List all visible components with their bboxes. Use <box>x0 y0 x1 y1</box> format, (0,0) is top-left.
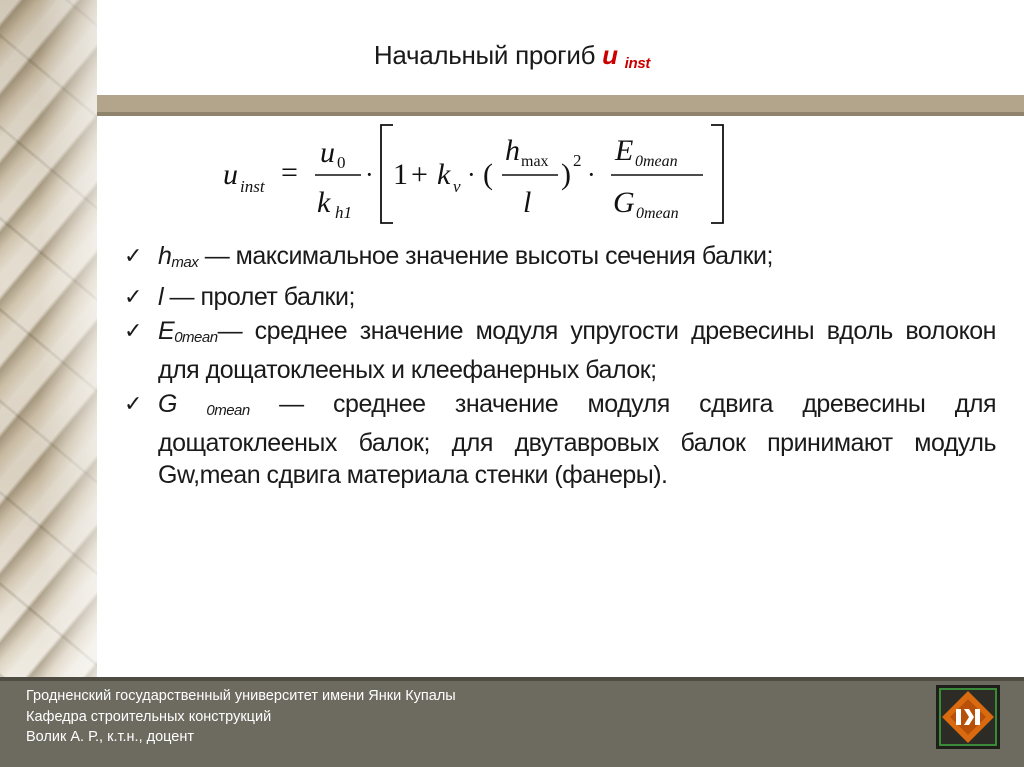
list-item-symbol: l <box>158 283 164 311</box>
checkmark-icon: ✓ <box>124 391 142 416</box>
frac2-denominator: l <box>523 186 532 219</box>
slide-title <box>0 40 1024 72</box>
footer-department: Кафедра строительных конструкций <box>26 708 272 725</box>
formula-kv: k <box>437 158 451 191</box>
frac2-numerator-sub: max <box>521 153 549 170</box>
title-symbol-letter: u <box>602 40 618 70</box>
frac3-denominator-sub: 0mean <box>636 205 679 222</box>
list-item-symbol-sub: max <box>171 254 199 271</box>
formula-plus: + <box>411 158 428 191</box>
title-symbol-sub: inst <box>624 55 651 72</box>
deflection-formula <box>215 120 745 230</box>
formula-kv-sub: v <box>453 177 461 196</box>
list-item <box>120 315 996 386</box>
footer-info <box>26 686 456 748</box>
list-item-text: — среднее значение модуля сдвига древесины для дощатоклееных балок; для двутавровых балок принимают модуль Gw,mean сдвига материала стенки (фанеры). <box>158 390 996 489</box>
decorative-side-fade <box>40 0 97 677</box>
header-band-line <box>97 112 1024 116</box>
list-item-text: — максимальное значение высоты сечения балки; <box>198 242 773 270</box>
checkmark-icon: ✓ <box>124 243 142 268</box>
footer-author: Волик А. Р., к.т.н., доцент <box>26 729 195 745</box>
header-band <box>97 95 1024 112</box>
list-item-text: — среднее значение модуля упругости древесины вдоль волокон для дощатоклееных и клеефанерных балок; <box>158 317 996 384</box>
formula-square: 2 <box>573 151 582 170</box>
list-item-text: — пролет балки; <box>163 283 355 311</box>
frac3-denominator: G <box>613 186 635 219</box>
checkmark-icon: ✓ <box>124 318 142 343</box>
list-item <box>120 388 996 491</box>
formula-equals: = <box>281 156 298 189</box>
formula-one: 1 <box>393 158 408 191</box>
formula-paren-open: ( <box>483 158 493 191</box>
formula-dot-3: · <box>587 160 596 189</box>
frac3-numerator-sub: 0mean <box>635 153 678 170</box>
frac3-numerator: E <box>615 134 634 167</box>
list-item-symbol: h <box>158 242 172 270</box>
frac1-numerator-sub: 0 <box>337 153 346 172</box>
list-item <box>120 281 996 313</box>
list-item-symbol-sub: 0mean <box>206 402 250 419</box>
list-item-symbol: G <box>158 390 207 418</box>
frac1-denominator-sub: h1 <box>335 203 352 222</box>
formula-lhs-sub: inst <box>240 177 265 196</box>
university-logo-icon <box>936 685 1000 749</box>
frac1-numerator: u <box>320 136 335 169</box>
footer-divider <box>0 677 1024 681</box>
checkmark-icon: ✓ <box>124 284 142 309</box>
formula-lhs: u <box>223 158 238 191</box>
frac1-denominator: k <box>317 186 331 219</box>
list-item <box>120 240 996 279</box>
footer-university: Гродненский государственный университет имени Янки Купалы <box>26 688 456 704</box>
formula-dot-2: · <box>467 160 476 189</box>
title-text: Начальный прогиб <box>373 40 603 70</box>
right-bracket <box>711 125 723 223</box>
list-item-symbol-sub: 0mean <box>174 329 218 346</box>
left-bracket <box>381 125 393 223</box>
formula-dot-1: · <box>365 160 374 189</box>
list-item-symbol: E <box>158 317 175 345</box>
title-symbol <box>602 40 650 70</box>
definition-list <box>120 240 996 493</box>
frac2-numerator: h <box>505 134 520 167</box>
formula-paren-close: ) <box>561 158 571 191</box>
